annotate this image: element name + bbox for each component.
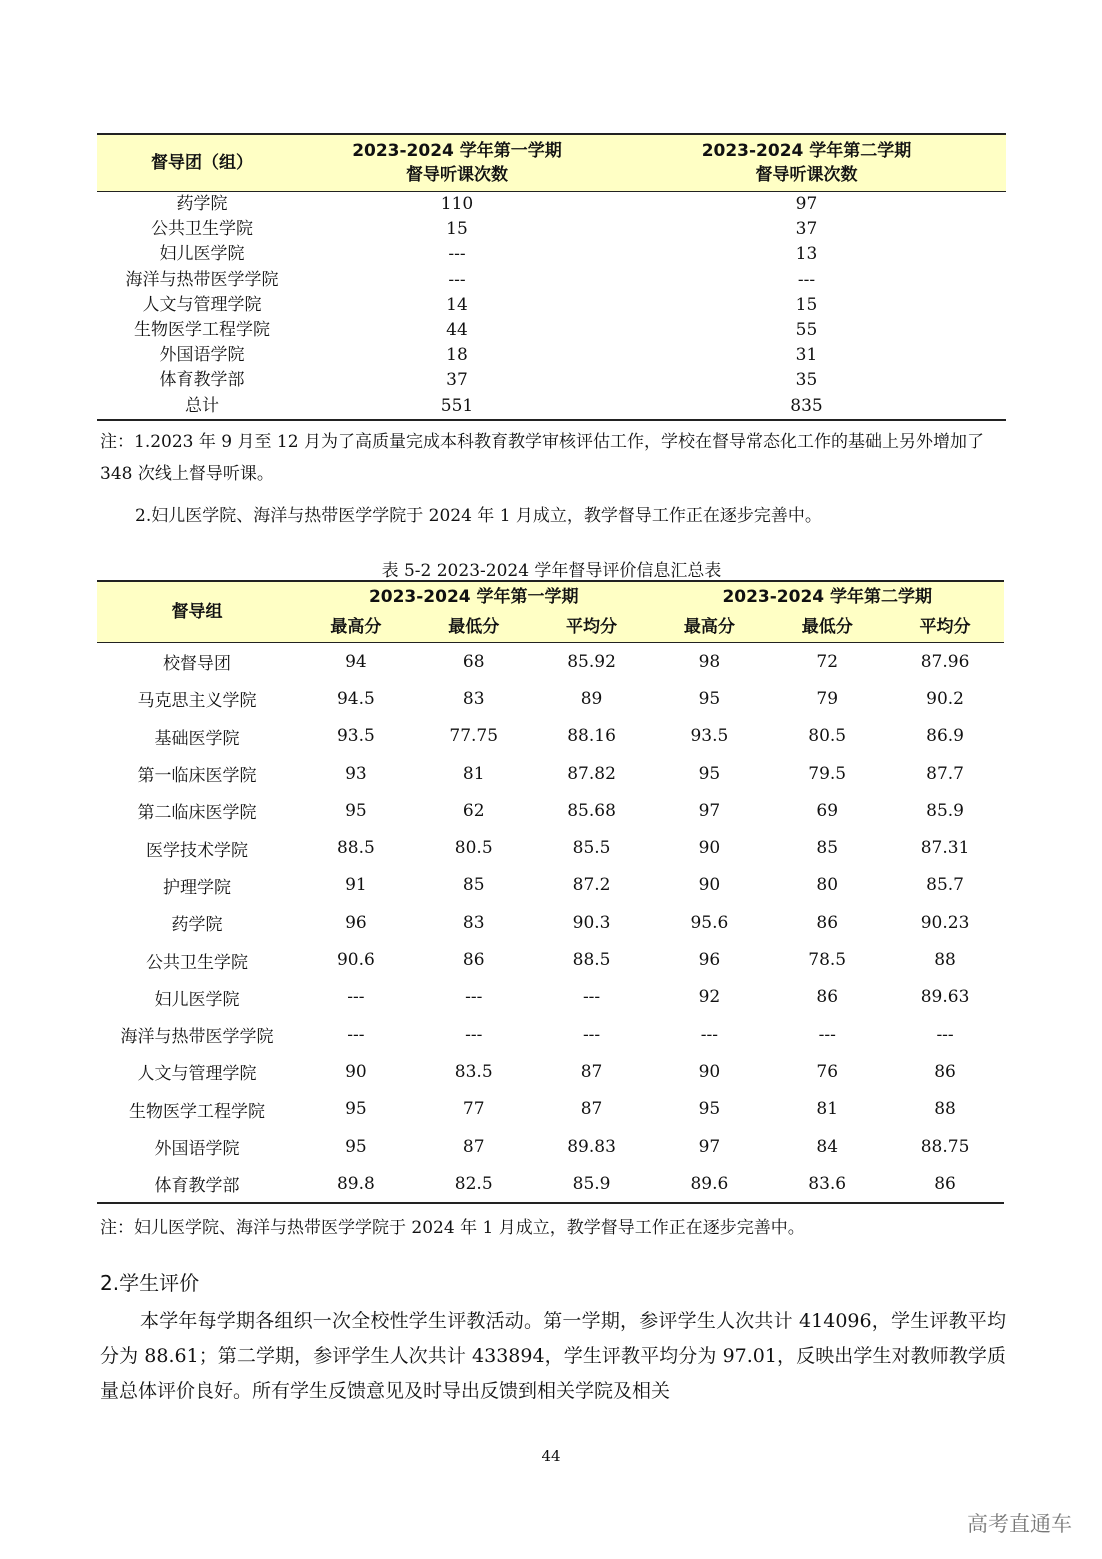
table-cell: 89.8	[297, 1165, 415, 1203]
table-row	[97, 979, 1004, 1016]
table-cell: 94	[345, 651, 367, 672]
table-cell: 86	[816, 912, 839, 933]
table-cell: 95	[698, 763, 721, 784]
table-cell: 18	[446, 345, 468, 366]
table-cell: ---	[582, 987, 601, 1008]
table-cell: 55	[795, 320, 818, 341]
table-cell: 84	[816, 1136, 839, 1157]
table-cell: 公共卫生学院	[151, 219, 253, 240]
row-group-name: 护理学院	[163, 877, 231, 898]
table-row-total	[97, 394, 1006, 420]
table-cell: 89.83	[567, 1136, 616, 1157]
row-group-name: 基础医学院	[154, 728, 240, 749]
table-row	[97, 368, 1006, 393]
table-cell: 97	[698, 1136, 721, 1157]
row-group-name: 人文与管理学院	[137, 1064, 257, 1085]
table-row	[97, 829, 1004, 866]
row-group-name: 马克思主义学院	[137, 691, 257, 712]
table-cell: 80.5	[454, 838, 493, 859]
lecture-count-table	[97, 133, 1006, 421]
table-cell: 生物医学工程学院	[134, 320, 270, 341]
table-cell: ---	[797, 269, 816, 290]
table-cell: ---	[448, 244, 466, 265]
table2-body	[97, 643, 1004, 1204]
table-row	[97, 293, 1006, 318]
table-cell: 78.5	[808, 950, 847, 971]
watermark: 高考直通车	[967, 1512, 1072, 1536]
table1-note-1: 注：1.2023 年 9 月至 12 月为了高质量完成本科教育教学审核评估工作，学校在督导常态化工作的基础上另外增加了 348 次线上督导听课。	[100, 432, 984, 484]
table-row	[97, 242, 1006, 267]
table-cell: 海洋与热带医学学院	[125, 269, 279, 290]
table-cell: 95	[698, 688, 721, 709]
table-cell: 87	[462, 1136, 485, 1157]
table-cell: 85.7	[926, 875, 964, 896]
table-cell: 85.92	[567, 651, 616, 672]
table-cell: 87.7	[926, 763, 964, 784]
table-cell: 96	[345, 912, 367, 933]
table-cell: 110	[440, 194, 474, 215]
table-row	[97, 1016, 1004, 1053]
table-row	[97, 1053, 1004, 1090]
table-row	[97, 867, 1004, 904]
evaluation-summary-table	[97, 580, 1004, 1204]
table-cell: 87.2	[572, 875, 611, 896]
table-row	[97, 1165, 1004, 1203]
table-row	[97, 343, 1006, 368]
table-cell: 体育教学部	[159, 370, 245, 391]
table-cell: 95	[698, 1099, 721, 1120]
table-cell: 86	[934, 1061, 956, 1082]
table-cell: 88.5	[572, 950, 611, 971]
section-paragraph: 本学年每学期各组织一次全校性学生评教活动。第一学期，参评学生人次共计 414096，学生评教平均分为 88.61；第二学期，参评学生人次共计 433894，学生评教平均分为 97.01，反映出学生对教师教学质量总体评价良好。所有学生反馈意见及时导出反馈到相关学院及相关	[100, 1310, 1006, 1402]
table1-header-row	[97, 134, 1006, 192]
page-number: 44	[541, 1447, 561, 1465]
table-cell: 88.16	[567, 726, 616, 747]
table-row	[97, 318, 1006, 343]
table2-caption: 表 5-2 2023-2024 学年督导评价信息汇总表	[381, 561, 722, 581]
row-group-name: 药学院	[171, 915, 223, 936]
table-cell: 89.6	[650, 1165, 768, 1203]
table-cell: 87	[580, 1061, 603, 1082]
table-cell: 37	[795, 219, 818, 240]
table-cell: ---	[465, 1024, 483, 1045]
subheader-min: 最低分	[768, 612, 886, 643]
table-cell: 44	[446, 320, 468, 341]
table-cell: ---	[936, 1024, 954, 1045]
table-cell: 85.5	[572, 838, 611, 859]
table-row	[97, 1091, 1004, 1128]
table-cell: 35	[795, 370, 818, 391]
table-cell: 95	[345, 800, 367, 821]
row-group-name: 生物医学工程学院	[129, 1101, 265, 1122]
table-cell: ---	[347, 987, 365, 1008]
subheader-max: 最高分	[297, 612, 415, 643]
table-cell: ---	[700, 1024, 718, 1045]
row-group-name: 妇儿医学院	[154, 989, 240, 1010]
table-cell: 87	[580, 1099, 603, 1120]
table-cell: 31	[795, 345, 818, 366]
table-cell: 85	[462, 875, 485, 896]
table-cell: 人文与管理学院	[142, 294, 262, 315]
table-cell: 83.6	[768, 1165, 886, 1203]
table-cell: 总计	[97, 394, 307, 420]
table-cell: 86	[816, 987, 839, 1008]
table-cell: ---	[448, 269, 466, 290]
table-cell: 551	[307, 394, 607, 420]
table-cell: 90	[698, 838, 721, 859]
table-cell: 95	[345, 1099, 367, 1120]
section-heading: 2.学生评价	[100, 1271, 200, 1295]
table-cell: 14	[446, 294, 468, 315]
table-cell: 77.75	[449, 726, 499, 747]
table-cell: 83.5	[454, 1061, 493, 1082]
table-cell: 98	[698, 651, 721, 672]
table-cell: 80	[816, 875, 839, 896]
table2-header-term1: 2023-2024 学年第一学期	[297, 581, 650, 612]
table-cell: 药学院	[176, 194, 228, 215]
table2-header-group: 督导组	[97, 581, 297, 643]
table-cell: 86	[886, 1165, 1004, 1203]
row-group-name: 外国语学院	[154, 1139, 240, 1159]
table-cell: 95	[345, 1136, 367, 1157]
table-cell: 94.5	[336, 688, 375, 709]
table-cell: 90	[698, 875, 721, 896]
table1-header-term2: 2023-2024 学年第二学期 督导听课次数	[607, 134, 1006, 192]
table2-note: 注：妇儿医学院、海洋与热带医学学院于 2024 年 1 月成立，教学督导工作正在逐步完善中。	[100, 1218, 805, 1238]
table-cell: 79	[816, 688, 839, 709]
table-cell: 87.82	[567, 763, 616, 784]
table-cell: 89	[580, 688, 603, 709]
table-row	[97, 680, 1004, 717]
table-cell: 835	[607, 394, 1006, 420]
table-row	[97, 792, 1004, 829]
row-group-name: 公共卫生学院	[146, 952, 248, 973]
table-cell: 81	[816, 1099, 839, 1120]
table-cell: 90.6	[336, 950, 375, 971]
subheader-avg: 平均分	[533, 612, 651, 643]
row-group-name: 海洋与热带医学学院	[120, 1027, 274, 1048]
row-group-name: 校督导团	[163, 654, 231, 675]
subheader-max: 最高分	[650, 612, 768, 643]
table-row	[97, 192, 1006, 218]
row-group-name: 体育教学部	[97, 1165, 297, 1203]
table-cell: 79.5	[808, 763, 847, 784]
table-cell: ---	[818, 1024, 836, 1045]
table-cell: 85	[816, 838, 839, 859]
table-cell: 90.2	[926, 688, 964, 709]
table-cell: 93	[345, 763, 367, 784]
table-cell: 72	[816, 651, 839, 672]
table-cell: 96	[698, 950, 721, 971]
table1-header-group: 督导团（组）	[97, 134, 307, 192]
table-cell: 83	[462, 912, 485, 933]
table-cell: 85.9	[533, 1165, 651, 1203]
table-cell: 91	[345, 875, 367, 896]
table-cell: 76	[816, 1061, 839, 1082]
table-cell: 90	[698, 1061, 721, 1082]
table-cell: 87.31	[920, 838, 970, 859]
table-cell: 85.68	[567, 800, 616, 821]
table-cell: 88.75	[920, 1136, 970, 1157]
table-cell: 93.5	[336, 726, 375, 747]
row-group-name: 医学技术学院	[146, 840, 248, 861]
table-cell: 88	[934, 950, 956, 971]
table-cell: 93.5	[690, 726, 729, 747]
table-cell: 97	[795, 194, 818, 215]
subheader-min: 最低分	[415, 612, 533, 643]
table-cell: 89.63	[920, 987, 970, 1008]
table-cell: 外国语学院	[159, 345, 245, 366]
table1-note-2: 2.妇儿医学院、海洋与热带医学学院于 2024 年 1 月成立，教学督导工作正在逐步完善中。	[135, 506, 822, 526]
table-cell: 88	[934, 1099, 956, 1120]
table-cell: 77	[462, 1099, 485, 1120]
table-cell: 15	[795, 294, 818, 315]
table-cell: 37	[446, 370, 468, 391]
row-group-name: 第二临床医学院	[137, 803, 257, 824]
table-cell: ---	[582, 1024, 601, 1045]
table-row	[97, 643, 1004, 681]
table-cell: 86	[462, 950, 485, 971]
table-cell: 82.5	[415, 1165, 533, 1203]
table-cell: 69	[816, 800, 839, 821]
table-row	[97, 217, 1006, 242]
table-row	[97, 268, 1006, 293]
table-cell: 83	[462, 688, 485, 709]
row-group-name: 第一临床医学院	[137, 766, 257, 787]
table-cell: 81	[462, 763, 485, 784]
table-row	[97, 1128, 1004, 1165]
table-cell: 13	[795, 244, 818, 265]
table-cell: 68	[462, 651, 485, 672]
table-row	[97, 755, 1004, 792]
table-cell: 97	[698, 800, 721, 821]
table-row	[97, 718, 1004, 755]
subheader-avg: 平均分	[886, 612, 1004, 643]
table1-header-term1: 2023-2024 学年第一学期 督导听课次数	[307, 134, 607, 192]
table-cell: 85.9	[926, 800, 964, 821]
table2-header-term2: 2023-2024 学年第二学期	[650, 581, 1004, 612]
table-cell: 87.96	[920, 651, 970, 672]
table-cell: 62	[462, 800, 485, 821]
table-cell: 90	[345, 1061, 367, 1082]
table-cell: 80.5	[808, 726, 847, 747]
table-cell: 88.5	[336, 838, 375, 859]
table-cell: 95.6	[690, 912, 729, 933]
table-row	[97, 904, 1004, 941]
table-cell: 90.3	[572, 912, 611, 933]
table-cell: 90.23	[920, 912, 970, 933]
table-cell: 92	[698, 987, 721, 1008]
table-row	[97, 941, 1004, 978]
table2-header-row-1	[97, 581, 1004, 612]
table-cell: ---	[347, 1024, 365, 1045]
table-cell: 86.9	[926, 726, 964, 747]
table-cell: ---	[465, 987, 483, 1008]
table-cell: 15	[446, 219, 468, 240]
table-cell: 妇儿医学院	[159, 244, 245, 265]
